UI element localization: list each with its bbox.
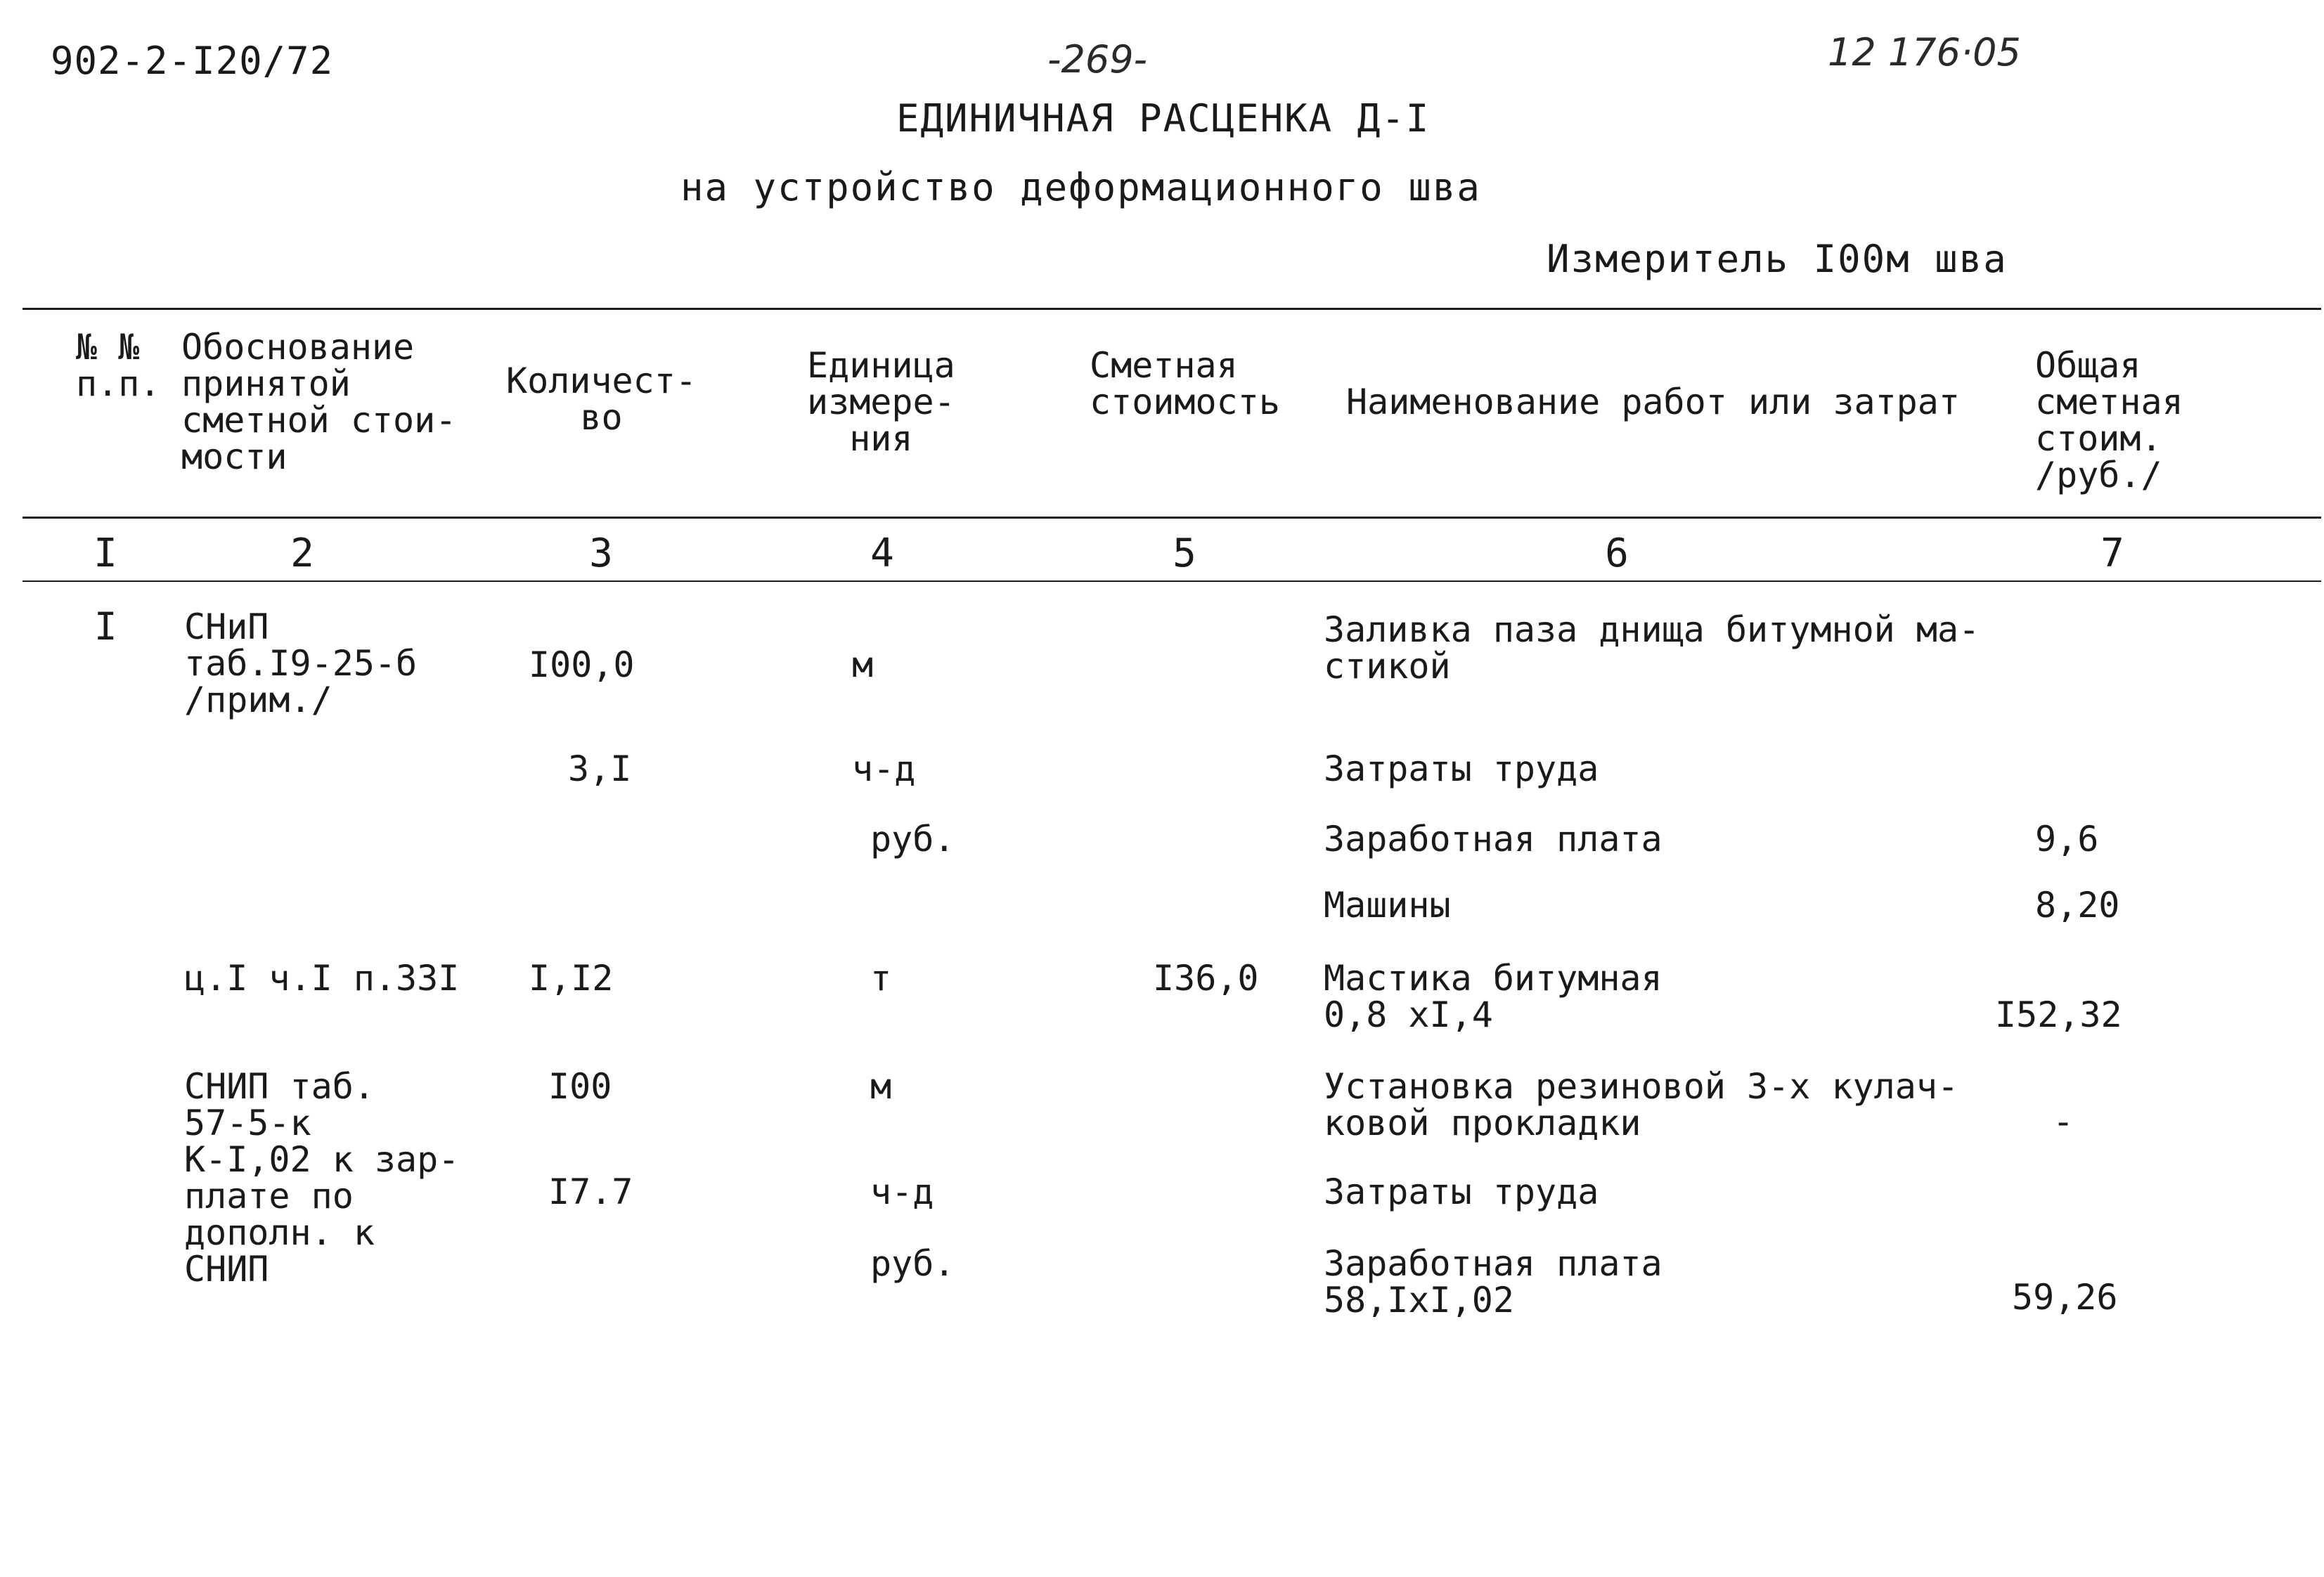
total-cost-cell: 59,26 — [2012, 1277, 2118, 1318]
header-quantity: Количест- во — [506, 361, 697, 438]
unit-cell: руб. — [870, 1243, 955, 1284]
table-top-rule — [22, 308, 2321, 310]
column-number-6: 6 — [1605, 531, 1629, 576]
quantity-cell: 3,I — [568, 748, 632, 789]
work-name-cell: Мастика битумная 0,8 xI,4 — [1324, 958, 1663, 1035]
column-number-3: 3 — [589, 531, 613, 576]
quantity-cell: I00 — [548, 1066, 612, 1107]
document-title: ЕДИНИЧНАЯ РАСЦЕНКА Д-I — [896, 96, 1431, 141]
unit-price-cell: I36,0 — [1153, 958, 1259, 999]
header-basis: Обоснование принятой сметной стои- мости — [181, 327, 457, 477]
unit-cell: м — [852, 644, 874, 685]
stamp-number: 12 176·05 — [1828, 30, 2021, 74]
total-cost-cell: 9,6 — [2035, 819, 2099, 859]
header-total-cost: Общая сметная стоим. /руб./ — [2035, 345, 2183, 495]
basis-cell: СНИП таб. 57-5-к К-I,02 к зар- плате по дополн. к СНИП — [184, 1066, 460, 1290]
unit-cell: т — [870, 958, 892, 999]
header-work-name: Наименование работ или затрат — [1346, 382, 1960, 422]
unit-cell: ч-д — [870, 1172, 934, 1212]
column-number-4: 4 — [870, 531, 894, 576]
header-bottom-rule — [22, 517, 2321, 519]
document-subtitle: на устройство деформационного шва — [680, 165, 1481, 209]
measure-unit: Измеритель I00м шва — [1547, 237, 2008, 281]
work-name-cell: Затраты труда — [1324, 748, 1599, 789]
total-cost-cell: 8,20 — [2035, 885, 2120, 926]
column-number-2: 2 — [290, 531, 314, 576]
column-number-7: 7 — [2100, 531, 2124, 576]
work-name-cell: Установка резиновой 3-х кулач- ковой прокладки — [1324, 1066, 1959, 1143]
unit-cell: ч-д — [852, 748, 916, 789]
basis-cell: ц.I ч.I п.33I — [184, 958, 460, 999]
work-name-cell: Машины — [1324, 885, 1451, 926]
quantity-cell: I00,0 — [529, 644, 635, 685]
header-unit-price: Сметная стоимость — [1090, 345, 1280, 422]
quantity-cell: I,I2 — [529, 958, 614, 999]
total-cost-cell: - — [2053, 1101, 2074, 1142]
quantity-cell: I7.7 — [548, 1172, 633, 1212]
column-number-rule — [22, 580, 2321, 582]
work-name-cell: Заливка паза днища битумной ма- стикой — [1324, 609, 1980, 687]
document-code: 902-2-I20/72 — [51, 39, 334, 83]
unit-cell: руб. — [870, 819, 955, 859]
column-number-5: 5 — [1173, 531, 1196, 576]
work-name-cell: Заработная плата — [1324, 819, 1663, 859]
unit-cell: м — [870, 1066, 892, 1107]
row-number: I — [94, 604, 117, 649]
header-unit: Единица измере- ния — [807, 345, 955, 459]
column-number-1: I — [93, 531, 117, 576]
page-number: -269- — [1047, 37, 1148, 82]
header-row-number: № № п.п. — [76, 327, 161, 404]
work-name-cell: Заработная плата 58,IxI,02 — [1324, 1243, 1663, 1320]
basis-cell: СНиП таб.I9-25-б /прим./ — [184, 606, 418, 720]
total-cost-cell: I52,32 — [1995, 994, 2122, 1035]
work-name-cell: Затраты труда — [1324, 1172, 1599, 1212]
